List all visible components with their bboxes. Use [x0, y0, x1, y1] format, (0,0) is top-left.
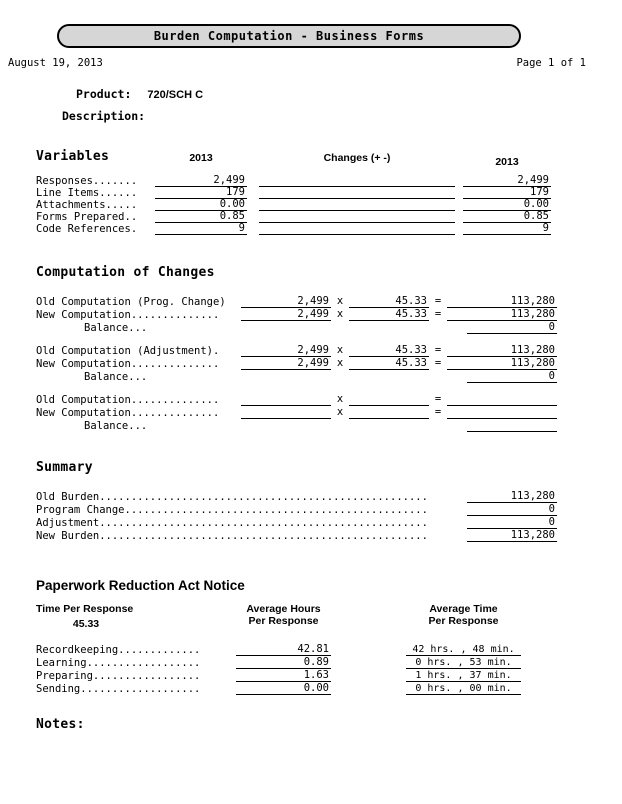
equals-operator: = — [434, 308, 442, 320]
balance-row — [84, 321, 557, 334]
multiply-operator: x — [336, 357, 344, 369]
multiply-operator: x — [336, 393, 344, 405]
pra-column-headers — [0, 603, 622, 643]
avg-time-line2: Per Response — [428, 615, 499, 627]
pra-label: Learning.................. — [36, 657, 201, 669]
pra-label: Sending................... — [36, 683, 201, 695]
pra-label: Recordkeeping............. — [36, 644, 201, 656]
variable-value-left: 2,499 — [155, 174, 247, 187]
pra-row-recordkeeping — [36, 643, 622, 656]
pra-hours-value: 1.63 — [236, 669, 331, 682]
balance-row — [84, 370, 557, 383]
equals-operator: = — [434, 344, 442, 356]
summary-heading: Summary — [36, 460, 93, 475]
variable-value-left: 0.00 — [155, 198, 247, 211]
balance-label: Balance... — [84, 371, 148, 383]
new-computation-row — [36, 406, 622, 419]
computation-label: Old Computation (Prog. Change) — [36, 296, 226, 308]
pra-heading: Paperwork Reduction Act Notice — [36, 578, 245, 593]
variable-label: Code References. — [36, 223, 138, 235]
computation-factor-a: 2,499 — [241, 295, 331, 308]
summary-value: 0 — [467, 503, 557, 516]
summary-value: 0 — [467, 516, 557, 529]
pra-time-value: 1 hrs. , 37 min. — [406, 670, 521, 682]
summary-label: Program Change................................................ — [36, 504, 428, 516]
avg-hours-header — [236, 603, 331, 627]
computation-factor-b: 45.33 — [349, 344, 429, 357]
variable-value-left: 0.85 — [155, 210, 247, 223]
product-label: Product: — [76, 87, 132, 101]
computation-label: New Computation.............. — [36, 407, 220, 419]
pra-row-preparing — [36, 669, 622, 682]
variables-header — [0, 149, 622, 167]
balance-value: 0 — [467, 321, 557, 334]
summary-row-program-change — [36, 503, 557, 516]
variable-change-blank — [259, 210, 455, 211]
pra-row-learning — [36, 656, 622, 669]
computation-factor-b — [349, 405, 429, 406]
equals-operator: = — [434, 357, 442, 369]
variable-change-blank — [259, 198, 455, 199]
computation-factor-b: 45.33 — [349, 295, 429, 308]
product-row — [76, 87, 622, 101]
time-per-response-value: 45.33 — [72, 618, 100, 630]
old-computation-row — [36, 344, 622, 357]
summary-row-adjustment — [36, 516, 557, 529]
new-computation-row — [36, 357, 622, 370]
computation-factor-b: 45.33 — [349, 308, 429, 321]
avg-time-line1: Average Time — [429, 603, 498, 615]
balance-label: Balance... — [84, 420, 148, 432]
computation-factor-a: 2,499 — [241, 308, 331, 321]
report-title-banner — [57, 24, 521, 48]
computation-result: 113,280 — [447, 344, 557, 357]
meta-row — [8, 57, 586, 69]
pra-row-sending — [36, 682, 622, 695]
report-title: Burden Computation - Business Forms — [153, 29, 425, 43]
product-value: 720/SCH C — [147, 89, 204, 101]
balance-label: Balance... — [84, 322, 148, 334]
computation-result: 113,280 — [447, 308, 557, 321]
summary-label: Adjustment.................................................... — [36, 517, 428, 529]
multiply-operator: x — [336, 344, 344, 356]
computation-heading: Computation of Changes — [36, 265, 215, 280]
computation-label: Old Computation (Adjustment). — [36, 345, 220, 357]
variable-label: Forms Prepared.. — [36, 211, 138, 223]
balance-row — [84, 419, 557, 432]
report-date: August 19, 2013 — [8, 57, 103, 69]
equals-operator: = — [434, 393, 442, 405]
summary-row-old-burden — [36, 490, 557, 503]
balance-value: 0 — [467, 370, 557, 383]
computation-result — [447, 405, 557, 406]
pra-label: Preparing................. — [36, 670, 201, 682]
computation-label: New Computation.............. — [36, 358, 220, 370]
summary-value: 113,280 — [467, 529, 557, 542]
variable-value-right: 0.85 — [463, 210, 551, 223]
variable-value-left: 179 — [155, 186, 247, 199]
summary-row-new-burden — [36, 529, 557, 542]
multiply-operator: x — [336, 308, 344, 320]
summary-label: Old Burden.................................................... — [36, 491, 428, 503]
variable-value-right: 179 — [463, 186, 551, 199]
avg-time-header — [406, 603, 521, 627]
description-label: Description: — [62, 109, 146, 123]
column-header-2013-left: 2013 — [189, 152, 213, 164]
new-computation-row — [36, 308, 622, 321]
computation-factor-b: 45.33 — [349, 357, 429, 370]
variable-change-blank — [259, 234, 455, 235]
computation-label: Old Computation.............. — [36, 394, 220, 406]
multiply-operator: x — [336, 406, 344, 418]
variable-label: Responses....... — [36, 175, 138, 187]
computation-factor-a: 2,499 — [241, 357, 331, 370]
multiply-operator: x — [336, 295, 344, 307]
variable-value-right: 0.00 — [463, 198, 551, 211]
computation-result — [447, 418, 557, 419]
variable-row-code-references — [36, 223, 622, 235]
variable-value-right: 2,499 — [463, 174, 551, 187]
old-computation-row — [36, 393, 622, 406]
page-number: Page 1 of 1 — [516, 57, 586, 69]
variables-heading: Variables — [36, 149, 110, 164]
pra-hours-value: 42.81 — [236, 643, 331, 656]
pra-time-value: 0 hrs. , 00 min. — [406, 683, 521, 695]
computation-result: 113,280 — [447, 295, 557, 308]
computation-factor-b — [349, 418, 429, 419]
computation-factor-a: 2,499 — [241, 344, 331, 357]
avg-hours-line1: Average Hours — [246, 603, 321, 615]
summary-value: 113,280 — [467, 490, 557, 503]
column-header-changes: Changes (+ -) — [323, 152, 391, 164]
avg-hours-line2: Per Response — [248, 615, 319, 627]
notes-heading: Notes: — [36, 717, 85, 732]
equals-operator: = — [434, 295, 442, 307]
computation-result: 113,280 — [447, 357, 557, 370]
pra-time-value: 42 hrs. , 48 min. — [406, 644, 521, 656]
pra-time-value: 0 hrs. , 53 min. — [406, 657, 521, 669]
column-header-2013-right: 2013 — [495, 156, 519, 168]
old-computation-row — [36, 295, 622, 308]
computation-label: New Computation.............. — [36, 309, 220, 321]
computation-factor-a — [241, 405, 331, 406]
summary-label: New Burden.................................................... — [36, 530, 428, 542]
computation-factor-a — [241, 418, 331, 419]
time-per-response-label: Time Per Response — [36, 603, 134, 615]
variable-value-right: 9 — [463, 222, 551, 235]
variable-label: Line Items...... — [36, 187, 138, 199]
variable-change-blank — [259, 186, 455, 187]
variable-change-blank — [259, 222, 455, 223]
pra-hours-value: 0.00 — [236, 682, 331, 695]
equals-operator: = — [434, 406, 442, 418]
balance-value — [467, 431, 557, 432]
variable-value-left: 9 — [155, 222, 247, 235]
variable-label: Attachments..... — [36, 199, 138, 211]
pra-hours-value: 0.89 — [236, 656, 331, 669]
